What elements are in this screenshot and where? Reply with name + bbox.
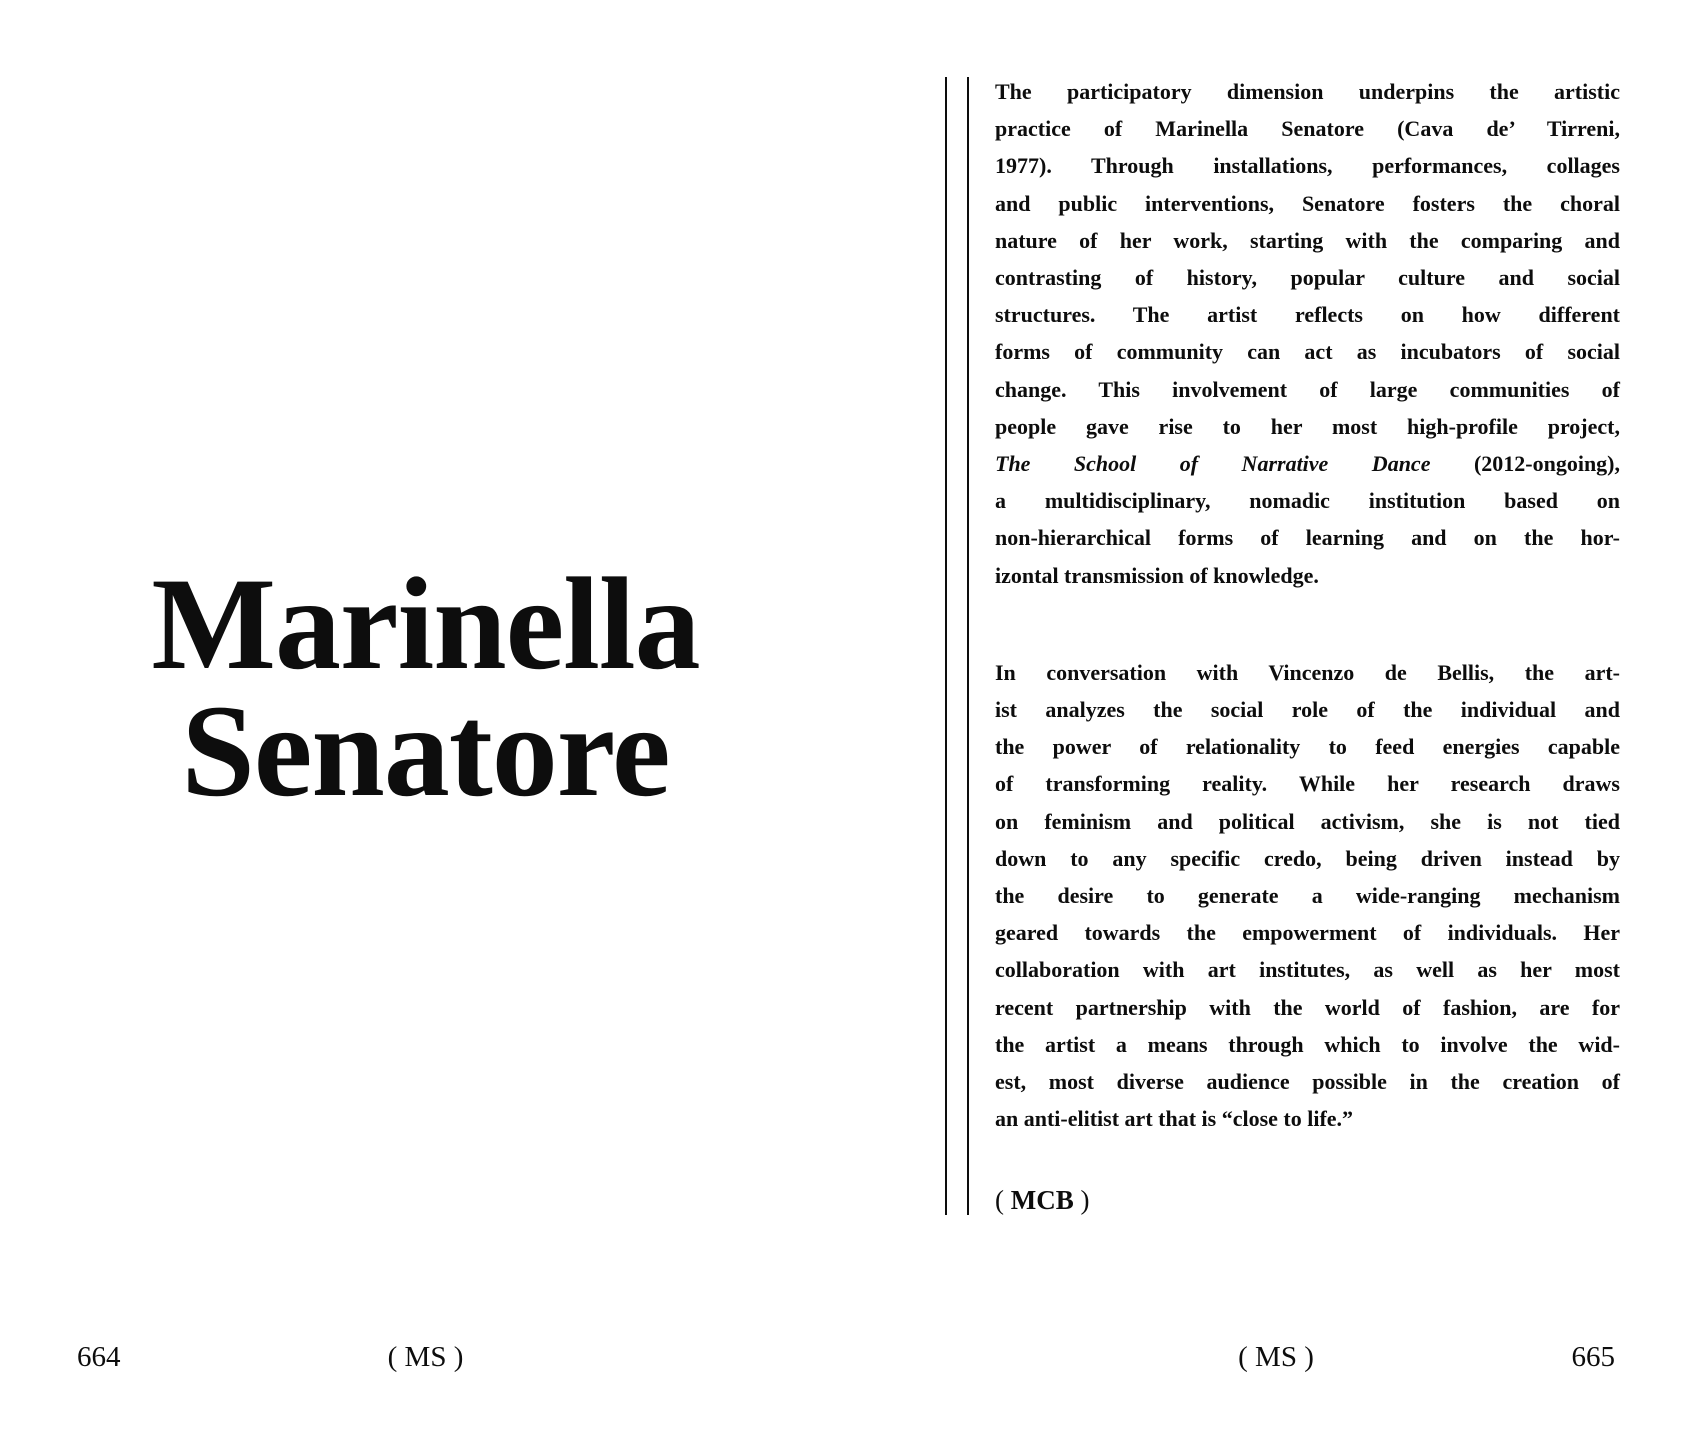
text-line: a multidisciplinary, nomadic institution based on xyxy=(995,488,1620,514)
text-line: In conversation with Vincenzo de Bellis, the art- xyxy=(995,659,1620,685)
text-line: recent partnership with the world of fashion, are for xyxy=(995,994,1620,1020)
text-line: izontal transmission of knowledge. xyxy=(995,562,1319,588)
page-number-right: 665 xyxy=(1571,1341,1615,1373)
text-line: change. This involvement of large communities of xyxy=(995,376,1620,402)
running-footer-left: ( MS ) xyxy=(387,1341,464,1373)
title-line-first: Marinella xyxy=(151,550,700,697)
text-line: practice of Marinella Senatore (Cava de’ Tirreni, xyxy=(995,116,1620,142)
artwork-title-dates: (2012-ongoing), xyxy=(1430,451,1621,477)
signature-paren-close: ) xyxy=(1073,1185,1090,1216)
artist-name-title xyxy=(0,550,851,824)
body-text-column xyxy=(995,73,1620,1220)
text-line: the power of relationality to feed energies capable xyxy=(995,734,1620,760)
intro-paragraph xyxy=(995,73,1620,594)
vertical-rule-inner xyxy=(967,77,969,1215)
text-line: forms of community can act as incubators of social xyxy=(995,339,1620,365)
text-line: collaboration with art institutes, as well as her most xyxy=(995,957,1620,983)
title-line-second: Senatore xyxy=(181,677,670,824)
conversation-paragraph xyxy=(995,654,1620,1138)
author-initials-signature xyxy=(995,1182,1620,1219)
signature-initials: MCB xyxy=(1010,1185,1074,1216)
text-line-with-work-title xyxy=(995,445,1620,482)
text-line: non-hierarchical forms of learning and on the hor- xyxy=(995,525,1620,551)
text-line: the artist a means through which to involve the wid- xyxy=(995,1031,1620,1057)
text-line: on feminism and political activism, she is not tied xyxy=(995,808,1620,834)
text-line: down to any specific credo, being driven instead by xyxy=(995,845,1620,871)
text-line: est, most diverse audience possible in the creation of xyxy=(995,1069,1620,1095)
text-line: ist analyzes the social role of the individual and xyxy=(995,697,1620,723)
text-line: of transforming reality. While her research draws xyxy=(995,771,1620,797)
text-line: structures. The artist reflects on how different xyxy=(995,302,1620,328)
running-footer-right: ( MS ) xyxy=(1238,1341,1314,1373)
text-line: nature of her work, starting with the comparing and xyxy=(995,227,1620,253)
artwork-title-italic: The School of Narrative Dance xyxy=(995,451,1431,477)
text-line: 1977). Through installations, performances, collages xyxy=(995,153,1620,179)
text-line: people gave rise to her most high-profile project, xyxy=(995,413,1620,439)
signature-paren-open: ( xyxy=(995,1185,1011,1216)
vertical-rule-outer xyxy=(945,77,947,1215)
text-line: The participatory dimension underpins the artistic xyxy=(995,79,1620,104)
text-line: an anti-elitist art that is “close to life.” xyxy=(995,1106,1354,1132)
text-line: contrasting of history, popular culture and social xyxy=(995,265,1620,291)
text-line: geared towards the empowerment of individuals. Her xyxy=(995,920,1620,946)
text-line: the desire to generate a wide-ranging mechanism xyxy=(995,883,1620,909)
page-number-left: 664 xyxy=(77,1341,121,1373)
text-line: and public interventions, Senatore fosters the choral xyxy=(995,190,1620,216)
